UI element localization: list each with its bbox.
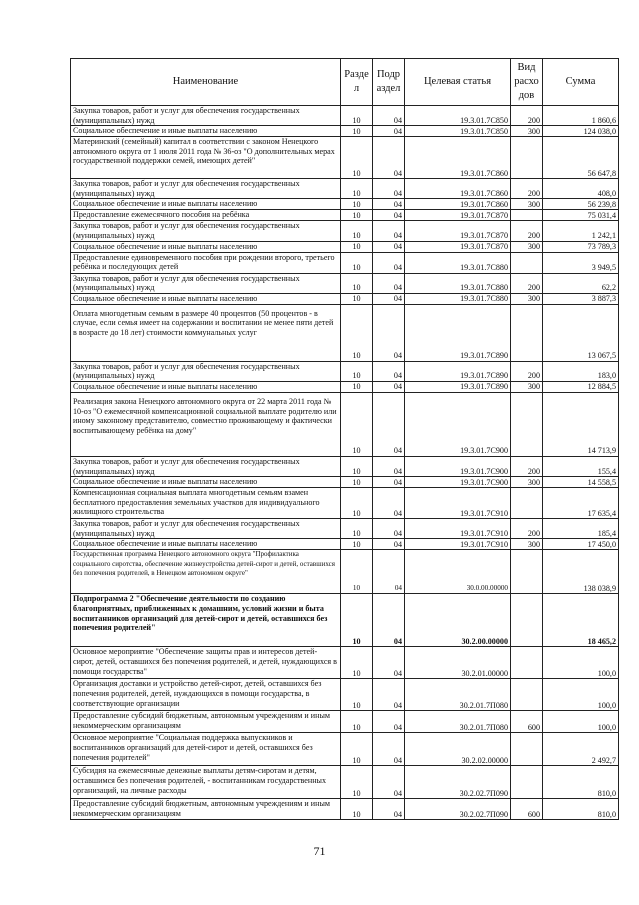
row-section: 10 (341, 252, 373, 273)
row-sum: 3 949,5 (543, 252, 619, 273)
row-target-article: 30.2.02.7П090 (405, 766, 511, 799)
row-subsection: 04 (373, 799, 405, 820)
table-row (71, 137, 619, 179)
table-row (71, 179, 619, 199)
row-expense-type: 300 (511, 539, 543, 550)
table-row (71, 293, 619, 304)
row-target-article: 19.3.01.7C900 (405, 477, 511, 488)
row-section: 10 (341, 126, 373, 137)
header-target: Целевая статья (405, 59, 511, 106)
table-row (71, 381, 619, 392)
row-expense-type (511, 679, 543, 711)
row-subsection: 04 (373, 179, 405, 199)
row-expense-type (511, 252, 543, 273)
row-subsection: 04 (373, 594, 405, 647)
row-expense-type (511, 137, 543, 179)
row-section: 10 (341, 221, 373, 241)
row-target-article: 30.2.02.00000 (405, 733, 511, 766)
row-target-article: 19.3.01.7C880 (405, 273, 511, 293)
table-row (71, 210, 619, 221)
row-section: 10 (341, 477, 373, 488)
table-row (71, 550, 619, 594)
row-name: Закупка товаров, работ и услуг для обеспечения государственных (муниципальных) нужд (71, 361, 341, 381)
row-subsection: 04 (373, 711, 405, 733)
row-name: Закупка товаров, работ и услуг для обеспечения государственных (муниципальных) нужд (71, 519, 341, 539)
row-target-article: 19.3.01.7C900 (405, 456, 511, 476)
row-sum: 138 038,9 (543, 550, 619, 594)
row-expense-type: 300 (511, 293, 543, 304)
row-section: 10 (341, 293, 373, 304)
row-expense-type: 200 (511, 179, 543, 199)
header-type: Вид расхо дов (511, 59, 543, 106)
header-subsection: Подр аздел (373, 59, 405, 106)
row-expense-type: 200 (511, 456, 543, 476)
row-name: Социальное обеспечение и иные выплаты населению (71, 477, 341, 488)
row-sum: 3 887,3 (543, 293, 619, 304)
row-sum: 2 492,7 (543, 733, 619, 766)
row-name: Компенсационная социальная выплата многодетным семьям взамен бесплатного предоставления земельных участков для индивидуального жилищного строительства (71, 488, 341, 519)
table-row (71, 799, 619, 820)
row-sum: 100,0 (543, 679, 619, 711)
row-target-article: 30.0.00.00000 (405, 550, 511, 594)
row-sum: 100,0 (543, 647, 619, 679)
row-expense-type (511, 647, 543, 679)
row-subsection: 04 (373, 679, 405, 711)
row-sum: 100,0 (543, 711, 619, 733)
table-row (71, 392, 619, 456)
row-expense-type (511, 594, 543, 647)
row-section: 10 (341, 106, 373, 126)
row-subsection: 04 (373, 550, 405, 594)
row-target-article: 19.3.01.7C870 (405, 210, 511, 221)
row-section: 10 (341, 733, 373, 766)
row-sum: 124 038,0 (543, 126, 619, 137)
row-expense-type: 300 (511, 241, 543, 252)
table-row (71, 594, 619, 647)
row-sum: 155,4 (543, 456, 619, 476)
row-expense-type: 300 (511, 381, 543, 392)
budget-table (70, 58, 619, 820)
row-subsection: 04 (373, 647, 405, 679)
row-subsection: 04 (373, 126, 405, 137)
row-sum: 13 067,5 (543, 304, 619, 361)
row-subsection: 04 (373, 241, 405, 252)
row-name: Предоставление ежемесячного пособия на ребёнка (71, 210, 341, 221)
row-name: Государственная программа Ненецкого автономного округа "Профилактика социального сиротства, обеспечение жизнеустройства детей-сирот и детей, оставшихся без попечения родителей, в Ненецком автономном округе" (71, 550, 341, 594)
row-name: Закупка товаров, работ и услуг для обеспечения государственных (муниципальных) нужд (71, 221, 341, 241)
row-subsection: 04 (373, 392, 405, 456)
row-sum: 185,4 (543, 519, 619, 539)
row-target-article: 19.3.01.7C890 (405, 361, 511, 381)
table-row (71, 241, 619, 252)
row-expense-type (511, 392, 543, 456)
row-name: Социальное обеспечение и иные выплаты населению (71, 293, 341, 304)
row-expense-type: 300 (511, 126, 543, 137)
row-target-article: 19.3.01.7C910 (405, 488, 511, 519)
row-subsection: 04 (373, 273, 405, 293)
table-row (71, 488, 619, 519)
row-target-article: 19.3.01.7C860 (405, 199, 511, 210)
table-row (71, 304, 619, 361)
row-target-article: 19.3.01.7C900 (405, 392, 511, 456)
row-subsection: 04 (373, 361, 405, 381)
row-name: Социальное обеспечение и иные выплаты населению (71, 381, 341, 392)
row-section: 10 (341, 210, 373, 221)
row-target-article: 19.3.01.7C870 (405, 221, 511, 241)
row-section: 10 (341, 392, 373, 456)
row-expense-type: 200 (511, 106, 543, 126)
table-body (71, 106, 619, 820)
table-row (71, 711, 619, 733)
row-section: 10 (341, 456, 373, 476)
row-subsection: 04 (373, 477, 405, 488)
table-row (71, 361, 619, 381)
row-subsection: 04 (373, 252, 405, 273)
page-number: 71 (313, 844, 326, 858)
row-subsection: 04 (373, 766, 405, 799)
row-sum: 75 031,4 (543, 210, 619, 221)
header-sum: Сумма (543, 59, 619, 106)
row-expense-type: 200 (511, 519, 543, 539)
header-section: Разде л (341, 59, 373, 106)
row-subsection: 04 (373, 106, 405, 126)
table-row (71, 733, 619, 766)
row-subsection: 04 (373, 210, 405, 221)
table-row (71, 273, 619, 293)
row-sum: 810,0 (543, 799, 619, 820)
row-section: 10 (341, 711, 373, 733)
row-section: 10 (341, 241, 373, 252)
table-row (71, 647, 619, 679)
row-section: 10 (341, 594, 373, 647)
row-target-article: 19.3.01.7C910 (405, 519, 511, 539)
row-target-article: 19.3.01.7C870 (405, 241, 511, 252)
row-target-article: 19.3.01.7C910 (405, 539, 511, 550)
row-sum: 1 860,6 (543, 106, 619, 126)
row-name: Подпрограмма 2 "Обеспечение деятельности по созданию благоприятных, приближенных к домашним, условий жизни и быта воспитанников организаций для детей-сирот и детей, оставшихся без попечения родителей" (71, 594, 341, 647)
table-row (71, 766, 619, 799)
row-name: Закупка товаров, работ и услуг для обеспечения государственных (муниципальных) нужд (71, 106, 341, 126)
table-row (71, 539, 619, 550)
row-expense-type (511, 210, 543, 221)
row-target-article: 30.2.02.7П090 (405, 799, 511, 820)
row-sum: 14 558,5 (543, 477, 619, 488)
row-subsection: 04 (373, 733, 405, 766)
row-expense-type (511, 304, 543, 361)
row-name: Организация доставки и устройство детей-сирот, детей, оставшихся без попечения родителей, детей, нуждающихся в помощи государства, в соответствующие организации (71, 679, 341, 711)
table-row (71, 221, 619, 241)
table-row (71, 126, 619, 137)
row-expense-type: 200 (511, 221, 543, 241)
row-name: Закупка товаров, работ и услуг для обеспечения государственных (муниципальных) нужд (71, 273, 341, 293)
row-name: Закупка товаров, работ и услуг для обеспечения государственных (муниципальных) нужд (71, 179, 341, 199)
row-name: Социальное обеспечение и иные выплаты населению (71, 241, 341, 252)
table-row (71, 679, 619, 711)
row-name: Оплата многодетным семьям в размере 40 процентов (50 процентов - в случае, если семья имеет на содержании и воспитании не менее пяти детей в возрасте до 18 лет) стоимости коммунальных услуг (71, 304, 341, 361)
row-section: 10 (341, 199, 373, 210)
table-row (71, 252, 619, 273)
row-sum: 18 465,2 (543, 594, 619, 647)
row-sum: 1 242,1 (543, 221, 619, 241)
row-target-article: 19.3.01.7C880 (405, 293, 511, 304)
row-expense-type: 300 (511, 199, 543, 210)
row-section: 10 (341, 539, 373, 550)
row-expense-type (511, 550, 543, 594)
row-expense-type (511, 733, 543, 766)
row-subsection: 04 (373, 381, 405, 392)
row-section: 10 (341, 766, 373, 799)
row-target-article: 19.3.01.7C880 (405, 252, 511, 273)
row-target-article: 30.2.01.00000 (405, 647, 511, 679)
table-row (71, 199, 619, 210)
row-subsection: 04 (373, 293, 405, 304)
row-subsection: 04 (373, 488, 405, 519)
row-section: 10 (341, 799, 373, 820)
row-name: Предоставление единовременного пособия при рождении второго, третьего ребёнка и последующих детей (71, 252, 341, 273)
row-name: Материнский (семейный) капитал в соответствии с законом Ненецкого автономного округа от 1 июля 2011 года № 36-оз "О дополнительных мерах государственной поддержки семей, имеющих детей" (71, 137, 341, 179)
row-section: 10 (341, 488, 373, 519)
row-sum: 56 239,8 (543, 199, 619, 210)
row-target-article: 30.2.01.7П080 (405, 711, 511, 733)
row-expense-type: 200 (511, 273, 543, 293)
row-section: 10 (341, 647, 373, 679)
row-name: Социальное обеспечение и иные выплаты населению (71, 126, 341, 137)
row-expense-type (511, 488, 543, 519)
row-target-article: 19.3.01.7C860 (405, 137, 511, 179)
row-name: Закупка товаров, работ и услуг для обеспечения государственных (муниципальных) нужд (71, 456, 341, 476)
row-section: 10 (341, 179, 373, 199)
row-sum: 17 635,4 (543, 488, 619, 519)
row-name: Субсидия на ежемесячные денежные выплаты детям-сиротам и детям, оставшимся без попечения родителей, - воспитанникам государственных организаций, на личные расходы (71, 766, 341, 799)
row-sum: 56 647,8 (543, 137, 619, 179)
row-expense-type: 600 (511, 711, 543, 733)
row-name: Предоставление субсидий бюджетным, автономным учреждениям и иным некоммерческим организациям (71, 799, 341, 820)
row-section: 10 (341, 304, 373, 361)
table-header-row (71, 59, 619, 106)
row-subsection: 04 (373, 137, 405, 179)
header-name: Наименование (71, 59, 341, 106)
row-expense-type: 300 (511, 477, 543, 488)
row-expense-type (511, 766, 543, 799)
row-section: 10 (341, 137, 373, 179)
table-row (71, 456, 619, 476)
row-target-article: 19.3.01.7C890 (405, 304, 511, 361)
row-expense-type: 200 (511, 361, 543, 381)
row-name: Предоставление субсидий бюджетным, автономным учреждениям и иным некоммерческим организациям (71, 711, 341, 733)
row-subsection: 04 (373, 539, 405, 550)
row-subsection: 04 (373, 456, 405, 476)
row-sum: 408,0 (543, 179, 619, 199)
row-subsection: 04 (373, 519, 405, 539)
row-subsection: 04 (373, 304, 405, 361)
row-expense-type: 600 (511, 799, 543, 820)
row-target-article: 19.3.01.7C860 (405, 179, 511, 199)
row-sum: 14 713,9 (543, 392, 619, 456)
table-row (71, 477, 619, 488)
row-name: Социальное обеспечение и иные выплаты населению (71, 539, 341, 550)
row-sum: 73 789,3 (543, 241, 619, 252)
row-target-article: 19.3.01.7C850 (405, 126, 511, 137)
row-name: Социальное обеспечение и иные выплаты населению (71, 199, 341, 210)
row-sum: 183,0 (543, 361, 619, 381)
row-subsection: 04 (373, 221, 405, 241)
row-section: 10 (341, 273, 373, 293)
row-section: 10 (341, 381, 373, 392)
row-section: 10 (341, 550, 373, 594)
row-section: 10 (341, 519, 373, 539)
row-sum: 17 450,0 (543, 539, 619, 550)
row-target-article: 19.3.01.7C850 (405, 106, 511, 126)
row-section: 10 (341, 361, 373, 381)
row-name: Реализация закона Ненецкого автономного округа от 22 марта 2011 года № 10-оз "О ежемесячной компенсационной социальной выплате родителю или иному законному представителю, совместно проживающему и фактически воспитывающему ребёнка на дому" (71, 392, 341, 456)
row-target-article: 19.3.01.7C890 (405, 381, 511, 392)
row-section: 10 (341, 679, 373, 711)
row-target-article: 30.2.01.7П080 (405, 679, 511, 711)
table-row (71, 106, 619, 126)
table-row (71, 519, 619, 539)
row-name: Основное мероприятие "Обеспечение защиты прав и интересов детей-сирот, детей, оставшихся без попечения родителей, и детей, нуждающихся в помощи государства" (71, 647, 341, 679)
row-sum: 12 884,5 (543, 381, 619, 392)
row-sum: 62,2 (543, 273, 619, 293)
row-target-article: 30.2.00.00000 (405, 594, 511, 647)
row-sum: 810,0 (543, 766, 619, 799)
row-name: Основное мероприятие "Социальная поддержка выпускников и воспитанников организаций для детей-сирот и детей, оставшихся без попечения родителей" (71, 733, 341, 766)
row-subsection: 04 (373, 199, 405, 210)
